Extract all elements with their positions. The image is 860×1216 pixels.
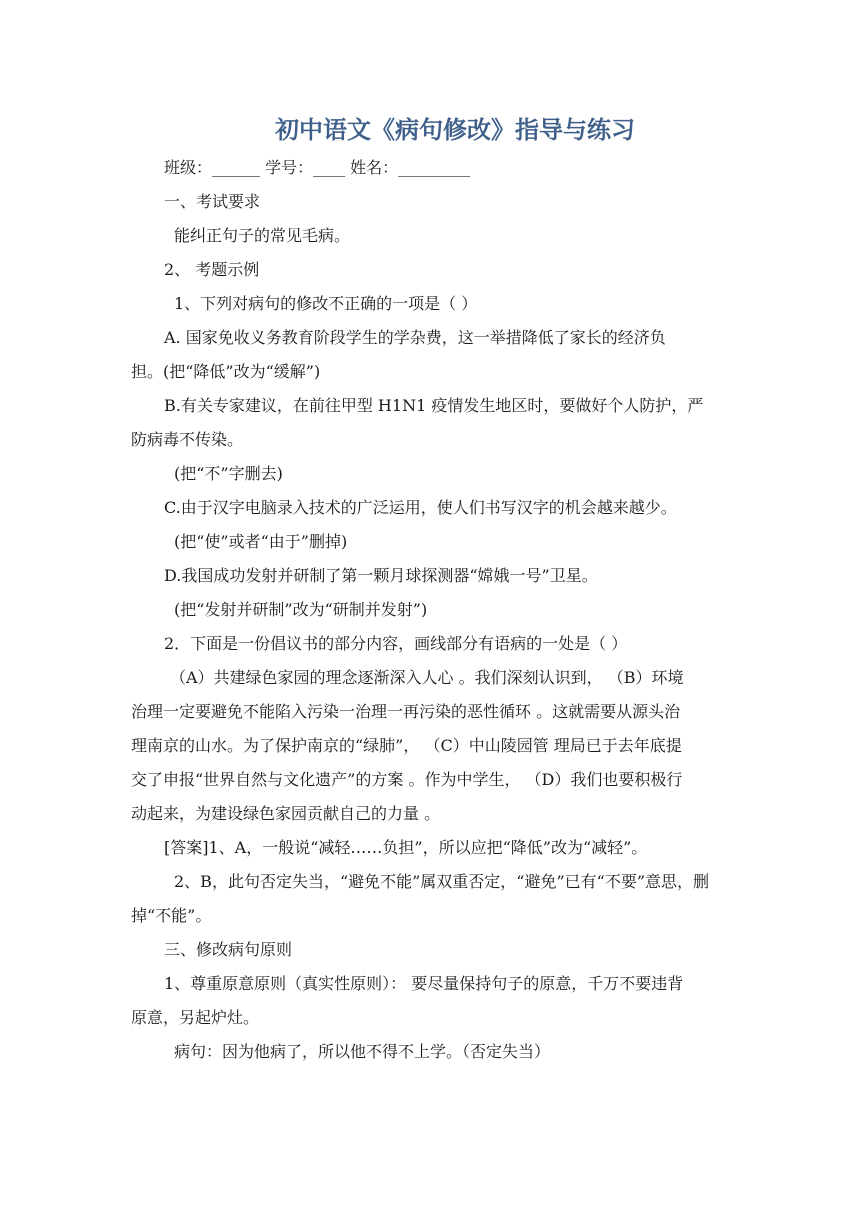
section-heading-examples: 2、 考题示例 bbox=[164, 260, 260, 279]
section-heading-exam-requirements: 一、考试要求 bbox=[164, 192, 261, 211]
question-2: 2．下面是一份倡议书的部分内容，画线部分有语病的一处是（ ） bbox=[164, 634, 628, 653]
requirement-text: 能纠正句子的常见毛病。 bbox=[174, 226, 351, 245]
document-title: 初中语文《病句修改》指导与练习 bbox=[275, 116, 635, 144]
option-d: D.我国成功发射并研制了第一颗月球探测器“嫦娥一号”卫星。 bbox=[164, 566, 598, 585]
example-sentence: 病句：因为他病了，所以他不得不上学。（否定失当） bbox=[174, 1042, 551, 1061]
answer-line-2: 2、B，此句否定失当，“避免不能”属双重否定，“避免”已有“不要”意思，删 bbox=[174, 872, 710, 891]
passage-line-3: 理南京的山水。为了保护南京的“绿肺”， （C）中山陵园管 理局已于去年底提 bbox=[131, 736, 682, 755]
answer-line-3: 掉“不能”。 bbox=[131, 906, 212, 925]
passage-line-1: （A）共建绿色家园的理念逐渐深入人心 。我们深刻认识到， （B）环境 bbox=[170, 668, 684, 687]
option-d-fix: (把“发射并研制”改为“研制并发射”) bbox=[174, 600, 428, 619]
section-heading-principles: 三、修改病句原则 bbox=[164, 940, 293, 959]
option-c-fix: (把“使”或者“由于”删掉) bbox=[174, 532, 348, 551]
option-a-line-2: 担。(把“降低”改为“缓解”) bbox=[131, 362, 321, 381]
option-b-fix: (把“不”字删去) bbox=[174, 464, 283, 483]
passage-line-4: 交了申报“世界自然与文化遗产”的方案 。作为中学生， （D）我们也要积极行 bbox=[131, 770, 683, 789]
option-b-line-1: B.有关专家建议，在前往甲型 H1N1 疫情发生地区时，要做好个人防护，严 bbox=[164, 396, 704, 415]
principle-1-line-1: 1、尊重原意原则（真实性原则）： 要尽量保持句子的原意，千万不要违背 bbox=[164, 974, 684, 993]
option-b-line-2: 防病毒不传染。 bbox=[131, 430, 244, 449]
passage-line-2: 治理一定要避免不能陷入污染一治理一再污染的恶性循环 。这就需要从源头治 bbox=[131, 702, 681, 721]
student-info-line: 班级：______ 学号：____ 姓名：_________ bbox=[164, 158, 471, 177]
principle-1-line-2: 原意，另起炉灶。 bbox=[131, 1008, 260, 1027]
option-c: C.由于汉字电脑录入技术的广泛运用，使人们书写汉字的机会越来越少。 bbox=[164, 498, 677, 517]
option-a-line-1: A. 国家免收义务教育阶段学生的学杂费，这一举措降低了家长的经济负 bbox=[164, 328, 666, 347]
question-1: 1、下列对病句的修改不正确的一项是（ ） bbox=[174, 294, 478, 313]
passage-line-5: 动起来，为建设绿色家园贡献自己的力量 。 bbox=[131, 804, 441, 823]
answer-line-1: [答案]1、A，一般说“减轻……负担”，所以应把“降低”改为“减轻”。 bbox=[164, 838, 648, 857]
